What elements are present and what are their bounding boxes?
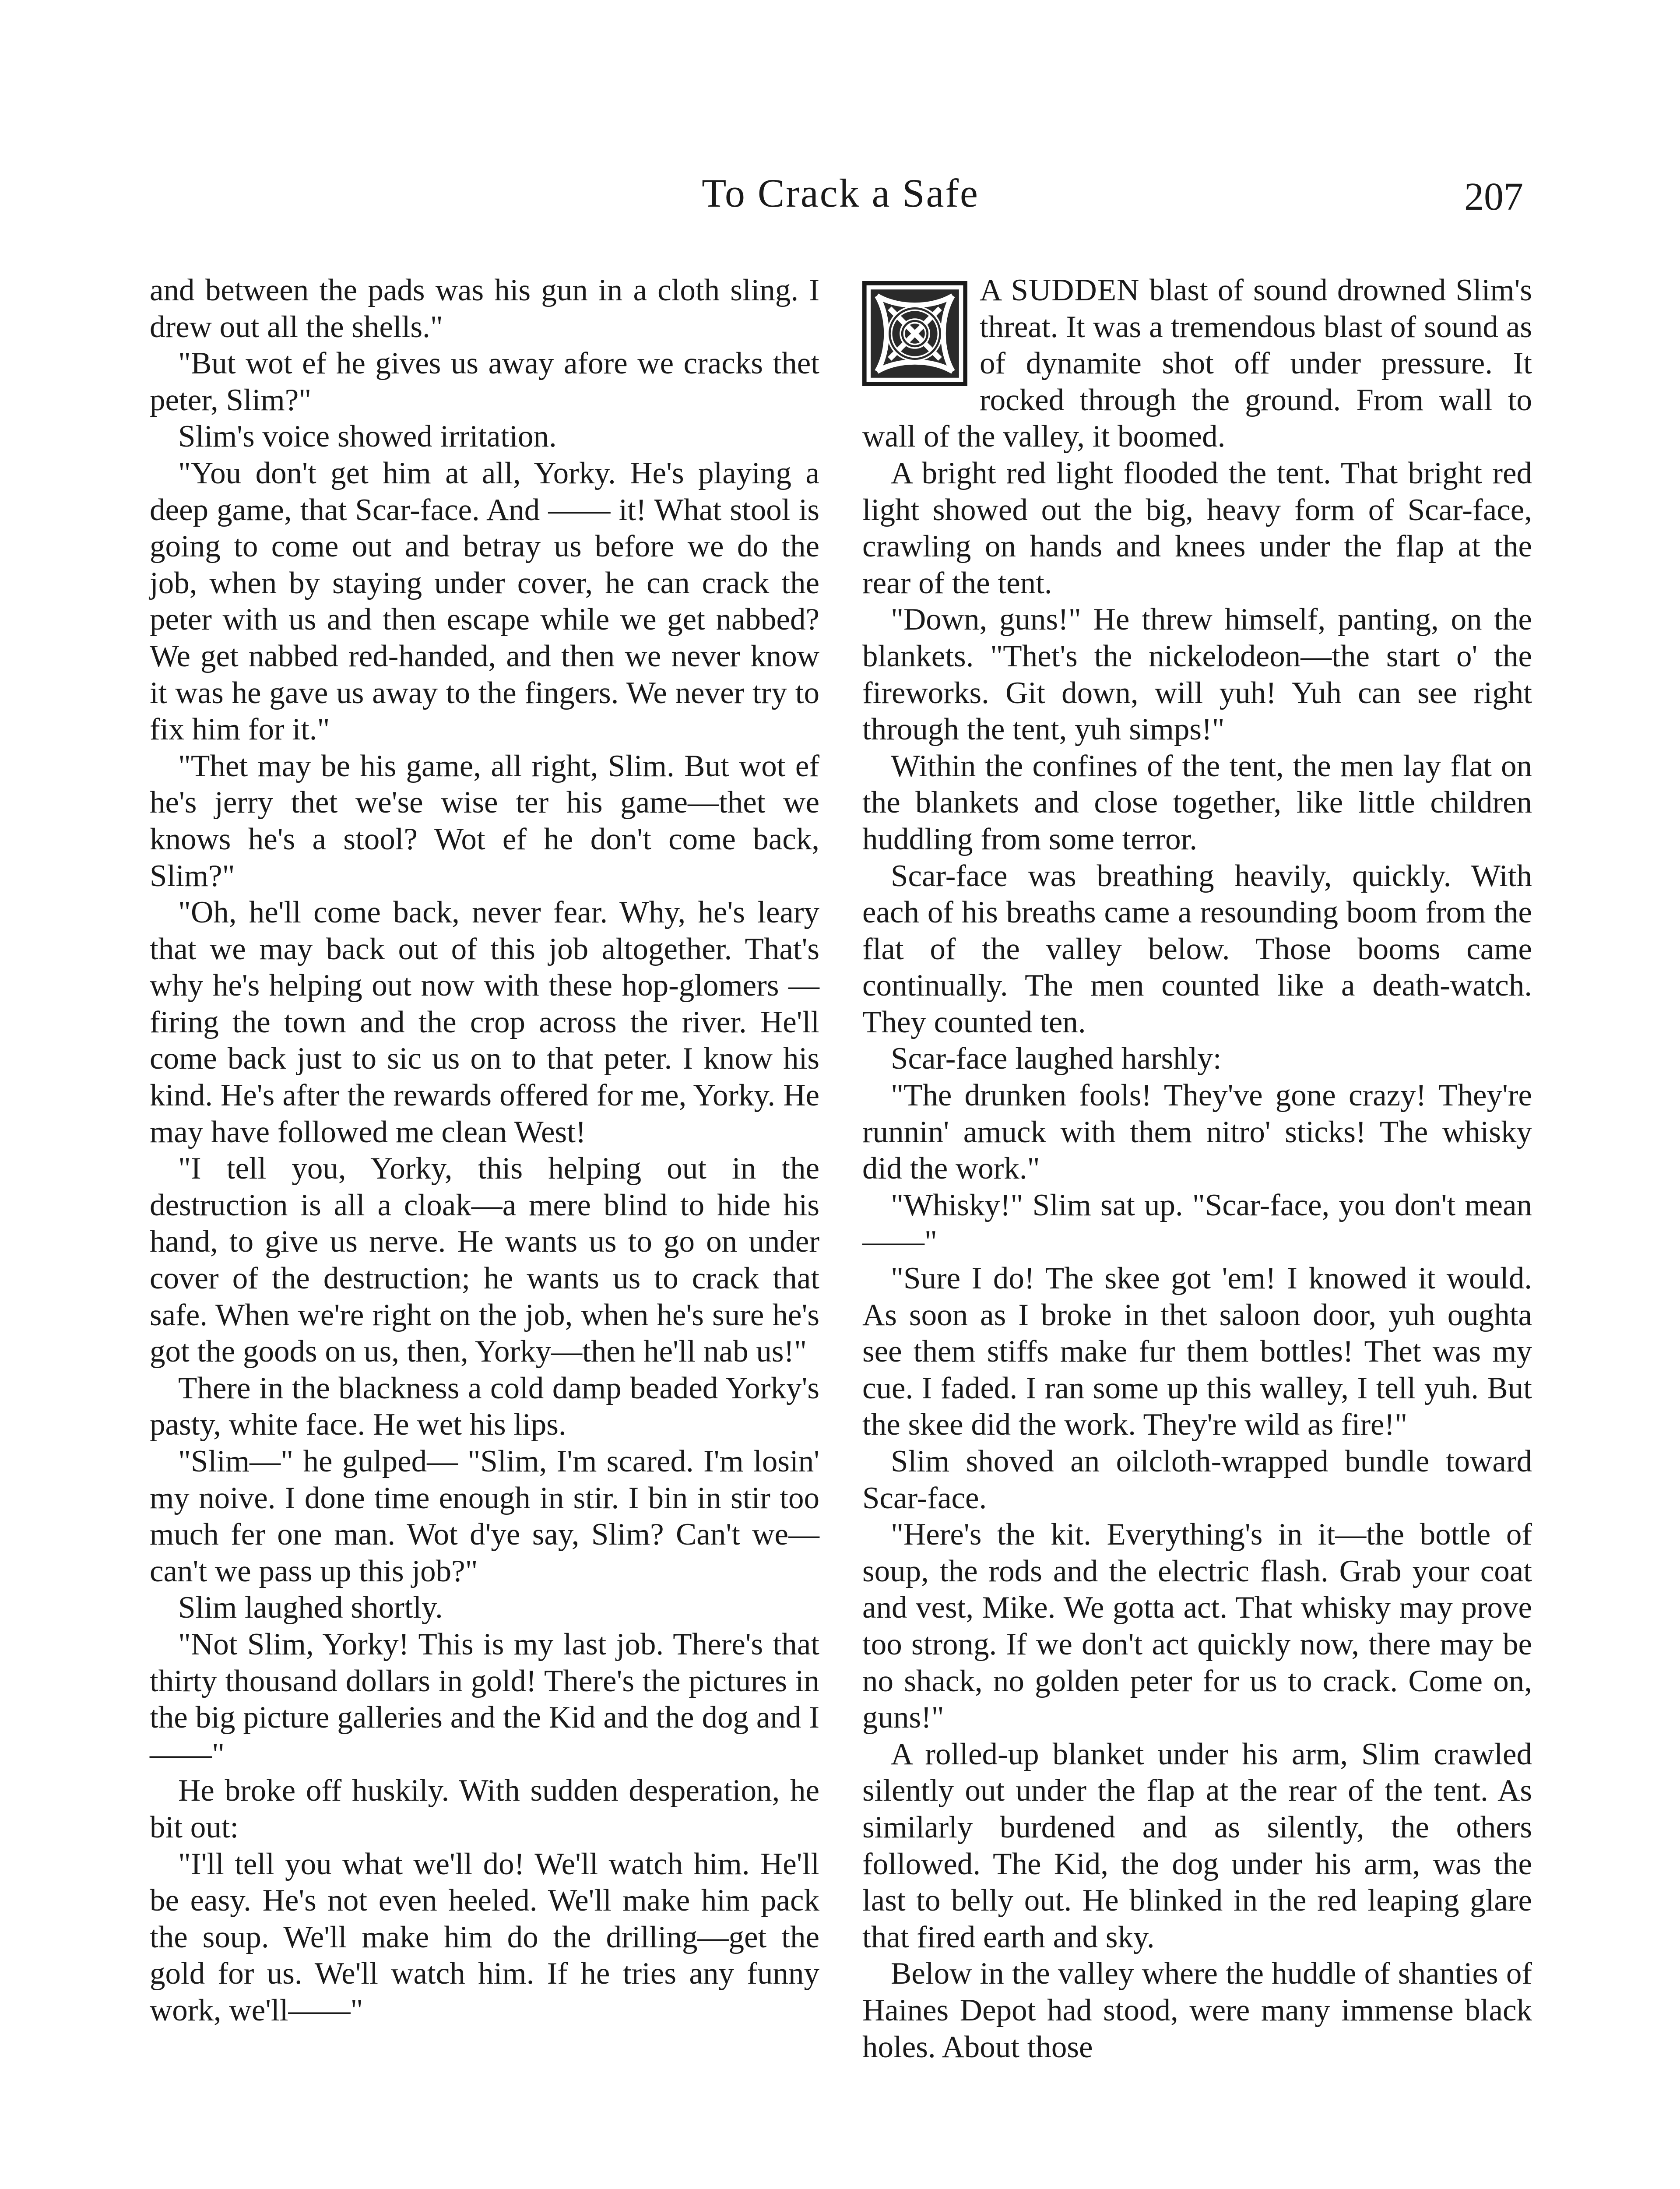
paragraph: Within the confines of the tent, the men lay flat on the blankets and close together, like little children huddling from some terror. — [862, 749, 1532, 856]
paragraph: Scar-face was breathing heavily, quickly. With each of his breaths came a resounding boom from the flat of the valley below. Those booms came continually. The men counted like a death-watch. They counted ten. — [862, 859, 1532, 1039]
paragraph: "Thet may be his game, all right, Slim. But wot ef he's jerry thet we'se wise ter his game—thet we knows he's a stool? Wot ef he don't come back, Slim?" — [150, 749, 819, 893]
page-number: 207 — [1464, 175, 1523, 218]
paragraph: There in the blackness a cold damp beaded Yorky's pasty, white face. He wet his lips. — [150, 1371, 819, 1442]
paragraph: Slim laughed shortly. — [178, 1591, 443, 1625]
paragraph: "Sure I do! The skee got 'em! I knowed it would. As soon as I broke in thet saloon door, yuh oughta see them stiffs make fur them bottles! Thet was my cue. I faded. I ran some up this walley, I tell yuh. But the skee did the work. They're wild as fire!" — [862, 1261, 1532, 1442]
right-column — [862, 272, 1532, 2066]
paragraph: Slim shoved an oilcloth-wrapped bundle toward Scar-face. — [862, 1444, 1532, 1515]
opening-text: blast of sound drowned Slim's threat. It was a tremendous blast of sound as of dynamite shot off under pressure. It rocked through the ground. From wall to wall of the valley, it boomed. — [862, 273, 1532, 454]
paragraph: "The drunken fools! They've gone crazy! They're runnin' amuck with them nitro' sticks! The whisky did the work." — [862, 1078, 1532, 1186]
celtic-knot-ornament-icon — [862, 281, 967, 386]
paragraph: A bright red light flooded the tent. That bright red light showed out the big, heavy form of Scar-face, crawling on hands and knees under the flap at the rear of the tent. — [862, 456, 1532, 600]
paragraph: "Not Slim, Yorky! This is my last job. There's that thirty thousand dollars in gold! There's the pictures in the big picture galleries and the Kid and the dog and I——" — [150, 1627, 819, 1771]
paragraph: Slim's voice showed irritation. — [178, 419, 557, 454]
paragraph: "You don't get him at all, Yorky. He's playing a deep game, that Scar-face. And —— it! What stool is going to come out and betray us before we do the job, when by staying under cover, he can crack the peter with us and then escape while we get nabbed? We get nabbed red-handed, and then we never know it was he gave us away to the fingers. We never try to fix him for it." — [150, 456, 819, 747]
paragraph: "But wot ef he gives us away afore we cracks thet peter, Slim?" — [150, 346, 819, 417]
left-column — [150, 272, 819, 2029]
opening-paragraph — [862, 272, 1532, 455]
paragraph: He broke off huskily. With sudden desperation, he bit out: — [150, 1774, 819, 1844]
opening-caps: A SUDDEN — [980, 273, 1140, 307]
paragraph: and between the pads was his gun in a cloth sling. I drew out all the shells." — [150, 273, 819, 344]
paragraph: "I tell you, Yorky, this helping out in the destruction is all a cloak—a mere blind to hide his hand, to give us nerve. He wants us to go on under cover of the destruction; he wants us to crack that safe. When we're right on the job, when he's sure he's got the goods on us, then, Yorky—then he'll nab us!" — [150, 1151, 819, 1369]
paragraph: "Down, guns!" He threw himself, panting, on the blankets. "Thet's the nickelodeon—the start o' the fireworks. Git down, will yuh! Yuh can see right through the tent, yuh simps!" — [862, 602, 1532, 747]
paragraph: "Whisky!" Slim sat up. "Scar-face, you don't mean——" — [862, 1188, 1532, 1259]
paragraph: "I'll tell you what we'll do! We'll watch him. He'll be easy. He's not even heeled. We'll make him pack the soup. We'll make him do the drilling—get the gold for us. We'll watch him. If he tries any funny work, we'll——" — [150, 1847, 819, 2027]
paragraph: "Oh, he'll come back, never fear. Why, he's leary that we may back out of this job altogether. That's why he's helping out now with these hop-glomers — firing the town and the crop across the river. He'll come back just to sic us on to that peter. I know his kind. He's after the rewards offered for me, Yorky. He may have followed me clean West! — [150, 895, 819, 1149]
paragraph: Scar-face laughed harshly: — [891, 1042, 1222, 1076]
paragraph: "Slim—" he gulped— "Slim, I'm scared. I'm losin' my noive. I done time enough in stir. I bin in stir too much fer one man. Wot d'ye say, Slim? Can't we—can't we pass up this job?" — [150, 1444, 819, 1588]
paragraph: A rolled-up blanket under his arm, Slim crawled silently out under the flap at the rear of the tent. As similarly burdened and as silently, the others followed. The Kid, the dog under his arm, was the last to belly out. He blinked in the red leaping glare that fired earth and sky. — [862, 1737, 1532, 1954]
running-title: To Crack a Safe — [702, 171, 979, 215]
paragraph: Below in the valley where the huddle of shanties of Haines Depot had stood, were many immense black holes. About those — [862, 1957, 1532, 2064]
paragraph: "Here's the kit. Everything's in it—the bottle of soup, the rods and the electric flash. Grab your coat and vest, Mike. We gotta act. That whisky may prove too strong. If we don't act quickly now, there may be no shack, no golden peter for us to crack. Come on, guns!" — [862, 1517, 1532, 1735]
